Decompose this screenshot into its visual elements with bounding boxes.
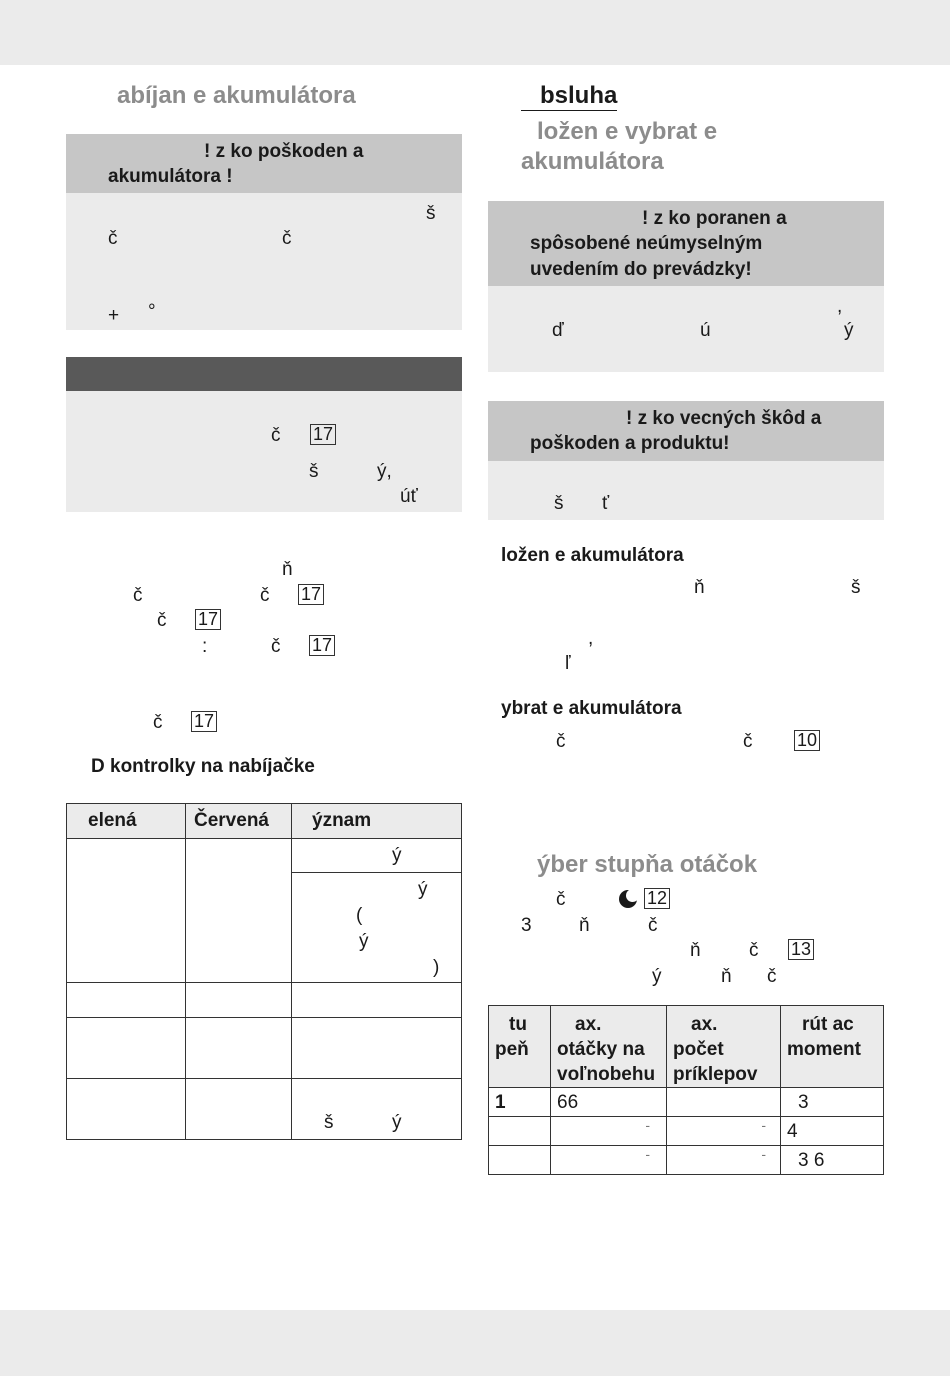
table-cell <box>67 983 186 1018</box>
warning-text: š <box>554 493 564 514</box>
step-text: č <box>271 636 281 657</box>
note-text: ý, <box>377 461 392 482</box>
subheading-line2: akumulátora <box>521 148 664 175</box>
led-table <box>66 803 462 1140</box>
table-cell <box>667 1088 781 1117</box>
note-box-body <box>66 391 462 512</box>
subheading-line1: ložen e vybrat e <box>537 118 718 145</box>
table-cell <box>67 1018 186 1079</box>
warning-box-header <box>66 134 462 193</box>
warning-text: ú <box>700 320 711 341</box>
moon-icon <box>619 890 637 911</box>
warning-box-header <box>488 401 884 461</box>
section-heading-operation: bsluha <box>521 82 617 111</box>
table-cell: š ý <box>292 1079 462 1140</box>
note-box-header <box>66 357 462 391</box>
table-cell: - <box>667 1146 781 1175</box>
warning-text: ť <box>602 493 610 514</box>
warning-text: ý <box>844 320 854 341</box>
reference-number: 10 <box>794 730 820 751</box>
step-text: ň <box>282 559 293 580</box>
bottom-band <box>0 1310 950 1376</box>
remove-battery-heading: ybrat e akumulátora <box>501 698 682 719</box>
body-text: č <box>767 966 777 987</box>
table-header: ýznam <box>292 804 462 839</box>
warning-title-line2: poškoden a produktu! <box>530 433 730 454</box>
body-text: č <box>749 940 759 961</box>
reference-number: 17 <box>309 635 335 656</box>
table-cell: - <box>551 1117 667 1146</box>
warning-text: , <box>837 296 843 317</box>
table-cell <box>186 839 292 983</box>
table-cell: ý <box>292 839 462 873</box>
step-text: č <box>153 712 163 733</box>
warning-text: ď <box>552 320 564 341</box>
reference-number: 17 <box>195 609 221 630</box>
table-header: ax. počet príklepov <box>667 1006 781 1088</box>
insert-battery-heading: ložen e akumulátora <box>501 545 684 566</box>
table-cell <box>489 1117 551 1146</box>
table-cell: 3 6 <box>781 1146 884 1175</box>
step-text: č <box>157 610 167 631</box>
table-header: tu peň <box>489 1006 551 1088</box>
note-text: č <box>271 425 281 446</box>
table-cell: - <box>551 1146 667 1175</box>
warning-box-body <box>488 461 884 520</box>
warning-title-line2: spôsobené neúmyselným <box>530 233 763 254</box>
body-text: ý <box>652 966 662 987</box>
body-text: ň <box>579 915 590 936</box>
body-text: ň <box>721 966 732 987</box>
top-band <box>0 0 950 65</box>
table-cell <box>186 983 292 1018</box>
warning-title-line2: akumulátora ! <box>108 166 233 187</box>
led-heading: D kontrolky na nabíjačke <box>91 756 315 777</box>
table-cell <box>186 1018 292 1079</box>
table-cell <box>292 1018 462 1079</box>
step-text: : <box>202 636 208 657</box>
table-header: rút ac moment <box>781 1006 884 1088</box>
speed-heading: ýber stupňa otáčok <box>537 851 758 878</box>
warning-title-line1: ! z ko vecných škôd a <box>626 408 822 429</box>
body-text: ľ <box>565 653 571 674</box>
body-text: ň <box>694 577 705 598</box>
body-text: č <box>743 731 753 752</box>
table-cell <box>186 1079 292 1140</box>
note-text: š <box>309 461 319 482</box>
table-cell: ý ( ý ) <box>292 873 462 983</box>
warning-box-header <box>488 201 884 286</box>
warning-box-body <box>488 286 884 372</box>
reference-number: 12 <box>644 888 670 909</box>
reference-number: 17 <box>310 424 336 445</box>
table-cell <box>292 983 462 1018</box>
table-cell: 3 <box>781 1088 884 1117</box>
warning-text: č <box>108 228 118 249</box>
body-text: , <box>588 628 594 649</box>
note-text: úť <box>400 486 418 507</box>
table-header: ax. otáčky na voľnobehu <box>551 1006 667 1088</box>
step-text: č <box>133 585 143 606</box>
warning-box-body <box>66 193 462 330</box>
reference-number: 13 <box>788 939 814 960</box>
table-cell: - <box>667 1117 781 1146</box>
warning-text: ° <box>148 301 156 322</box>
body-text: 3 <box>521 915 532 936</box>
warning-title-line3: uvedením do prevádzky! <box>530 259 752 280</box>
table-cell <box>67 1079 186 1140</box>
reference-number: 17 <box>298 584 324 605</box>
speed-table <box>488 1005 884 1175</box>
table-header: Červená <box>186 804 292 839</box>
body-text: š <box>851 577 861 598</box>
body-text: ň <box>690 940 701 961</box>
reference-number: 17 <box>191 711 217 732</box>
table-cell: 4 <box>781 1117 884 1146</box>
step-text: č <box>260 585 270 606</box>
body-text: č <box>556 889 566 910</box>
body-text: č <box>648 915 658 936</box>
body-text: č <box>556 731 566 752</box>
warning-text: + <box>108 305 120 326</box>
table-cell <box>489 1146 551 1175</box>
table-cell: 66 <box>551 1088 667 1117</box>
table-cell <box>67 839 186 983</box>
warning-text: š <box>426 203 436 224</box>
section-heading-charging: abíjan e akumulátora <box>117 82 356 109</box>
table-cell: 1 <box>489 1088 551 1117</box>
warning-text: č <box>282 228 292 249</box>
warning-title-line1: ! z ko poranen a <box>642 208 787 229</box>
warning-title-line1: ! z ko poškoden a <box>204 141 364 162</box>
table-header: elená <box>67 804 186 839</box>
